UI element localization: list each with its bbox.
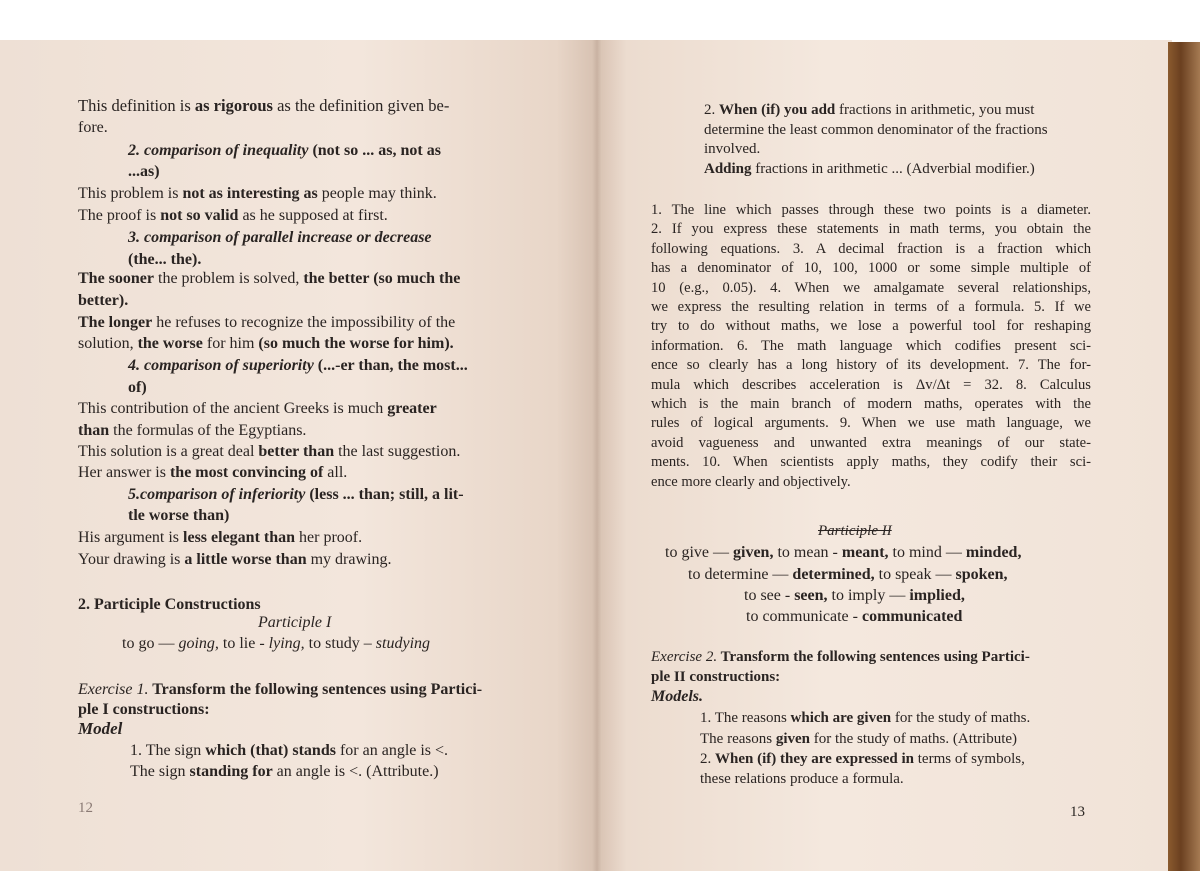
heading-comparison-inequality: 2. comparison of inequality (not so ... as, not as — [128, 142, 441, 159]
participle-ii-forms: to communicate - communicated — [746, 608, 963, 625]
exercise-2-instruction: Exercise 2. Transform the following sentences using Partici- — [651, 649, 1030, 665]
paragraph-line: 10 (e.g., 0.05). 4. When we amalgamate several relationships, — [651, 279, 1091, 296]
participle-ii-forms: to determine — determined, to speak — spoken, — [688, 566, 1008, 583]
paragraph-line: information. 6. The math language which codifies present sci- — [651, 337, 1091, 354]
text-line: The longer he refuses to recognize the impossibility of the — [78, 314, 456, 331]
paragraph-line: we express the resulting relation in terms of a formula. 5. If we — [651, 299, 1091, 316]
paragraph-line: has a denominator of 10, 100, 1000 or some simple multiple of — [651, 260, 1091, 277]
page-edge — [1168, 42, 1200, 871]
page-number-left: 12 — [78, 800, 93, 816]
model-label: Model — [78, 719, 123, 738]
text-line: His argument is less elegant than her proof. — [78, 529, 363, 546]
text-line: than the formulas of the Egyptians. — [78, 422, 307, 439]
exercise-paragraph — [651, 201, 1091, 492]
text-line: Your drawing is a little worse than my drawing. — [78, 551, 392, 568]
page-number-right: 13 — [1070, 804, 1085, 820]
paragraph-line: following equations. 3. A decimal fraction is a fraction which — [651, 240, 1091, 257]
participle-ii-forms: to see - seen, to imply — implied, — [744, 587, 965, 604]
text-line: This definition is as rigorous as the definition given be- — [78, 96, 450, 115]
model-example-line: 1. The reasons which are given for the study of maths. — [700, 710, 1031, 726]
model-example-line: these relations produce a formula. — [700, 771, 904, 787]
text-line: The sooner the problem is solved, the better (so much the — [78, 270, 461, 287]
book-spine — [592, 40, 602, 871]
model-example-line: 1. The sign which (that) stands for an angle is <. — [130, 742, 449, 759]
model-example-line: The reasons given for the study of maths. (Attribute) — [700, 731, 1018, 747]
paragraph-line: mula which describes acceleration is Δv/Δt = 32. 8. Calculus — [651, 376, 1091, 393]
text-line: better). — [78, 292, 129, 309]
exercise-1-instruction: Exercise 1. Transform the following sentences using Partici- — [78, 681, 483, 698]
paragraph-line: try to do without maths, we lose a powerful tool for reshaping — [651, 318, 1091, 335]
models-label: Models. — [651, 688, 703, 705]
participle-ii-forms: to give — given, to mean - meant, to mind — minded, — [665, 544, 1022, 561]
text-line: determine the least common denominator of the fractions — [704, 122, 1048, 138]
participle-i-title: Participle I — [258, 614, 332, 631]
text-line: ple II constructions: — [651, 669, 781, 685]
text-line: fore. — [78, 119, 108, 136]
heading-comparison-parallel: 3. comparison of parallel increase or decrease — [128, 229, 432, 246]
text-line: tle worse than) — [128, 507, 230, 524]
paragraph-line: ence more clearly and objectively. — [651, 473, 851, 490]
paragraph-line: which is the main branch of modern maths, operates with the — [651, 396, 1091, 413]
text-line: involved. — [704, 141, 761, 157]
paragraph-line: avoid vagueness and unwanted extra meanings of our state- — [651, 434, 1091, 451]
text-line: This problem is not as interesting as people may think. — [78, 185, 437, 202]
text-line: 2. When (if) you add fractions in arithmetic, you must — [704, 102, 1035, 118]
section-heading-participle-constructions: 2. Participle Constructions — [78, 596, 261, 613]
heading-comparison-inferiority: 5.comparison of inferiority (less ... than; still, a lit- — [128, 486, 464, 503]
heading-comparison-superiority: 4. comparison of superiority (...-er than, the most... — [128, 357, 468, 374]
paragraph-line: 2. If you express these statements in math terms, you obtain the — [651, 221, 1091, 238]
text-line: ...as) — [128, 163, 160, 180]
paragraph-line: ments. 10. When scientists apply maths, they codify their sci- — [651, 454, 1091, 471]
text-line: of) — [128, 379, 147, 396]
text-line: This contribution of the ancient Greeks is much greater — [78, 400, 437, 417]
text-line: Her answer is the most convincing of all. — [78, 464, 348, 481]
participle-i-forms: to go — going, to lie - lying, to study – studying — [122, 635, 431, 652]
text-line: solution, the worse for him (so much the worse for him). — [78, 335, 454, 352]
participle-ii-title: Participle II — [818, 523, 892, 539]
text-line: ple I constructions: — [78, 701, 210, 718]
text-line: Adding fractions in arithmetic ... (Adverbial modifier.) — [704, 161, 1035, 177]
paragraph-line: 1. The line which passes through these two points is a diameter. — [651, 202, 1091, 218]
text-line: (the... the). — [128, 251, 202, 268]
text-line: The proof is not so valid as he supposed at first. — [78, 207, 388, 224]
text-line: This solution is a great deal better than the last suggestion. — [78, 443, 461, 460]
model-example-line: The sign standing for an angle is <. (Attribute.) — [130, 763, 439, 780]
paragraph-line: rules of logical arguments. 9. When we use math language, we — [651, 415, 1091, 432]
paragraph-line: ence so clearly has a long history of its development. 7. The for- — [651, 357, 1091, 374]
model-example-line: 2. When (if) they are expressed in terms of symbols, — [700, 751, 1025, 767]
